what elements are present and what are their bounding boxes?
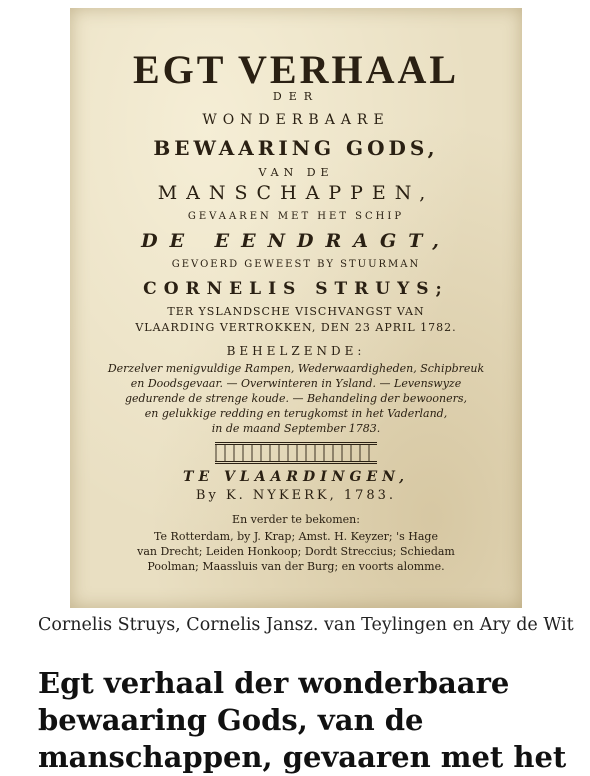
cover-te-vlaardingen: TE VLAARDINGEN, [183, 469, 409, 485]
cover-bewaaring: BEWAARING GODS, [153, 136, 439, 160]
cover-eendragt: DE EENDRAGT, [141, 230, 451, 252]
cover-para-line: Derzelver menigvuldige Rampen, Wederwaardigheden, Schipbreuk [107, 362, 485, 375]
ornament-divider [215, 442, 377, 464]
cover-para-line: en gelukkige redding en terugkomst in het Vaderland, [144, 407, 448, 420]
cover-gevaaren: GEVAAREN MET HET SCHIP [187, 211, 405, 222]
cover-ter: TER YSLANDSCHE VISCHVANGST VAN [167, 305, 425, 318]
cover-retail-line: Poolman; Maassluis van der Burg; en voorts alomme. [147, 560, 445, 573]
book-title[interactable]: Egt verhaal der wonderbaare bewaaring Gods, van de manschappen, gevaaren met het [38, 666, 567, 774]
cover-para-line: en Doodsgevaar. — Overwinteren in Ysland. — Levenswyze [130, 377, 462, 390]
cover-vlaarding: VLAARDING VERTROKKEN, DEN 23 APRIL 1782. [135, 321, 457, 334]
cover-cornelis: CORNELIS STRUYS; [143, 279, 449, 299]
cover-retail-line: van Drecht; Leiden Honkoop; Dordt Streccius; Schiedam [137, 545, 455, 558]
cover-manschappen: MANSCHAPPEN, [157, 182, 435, 204]
cover-title: EGT VERHAAL [132, 47, 460, 92]
cover-publisher: By K. NYKERK, 1783. [195, 488, 397, 503]
cover-retail-line: Te Rotterdam, by J. Krap; Amst. H. Keyzer; 's Hage [154, 530, 438, 543]
book-authors[interactable]: Cornelis Struys, Cornelis Jansz. van Teylingen en Ary de Wit [38, 615, 574, 635]
cover-van-de: VAN DE [258, 166, 334, 179]
cover-para-line: in de maand September 1783. [211, 422, 381, 435]
cover-der: DER [272, 90, 320, 103]
cover-behelzende: BEHELZENDE: [226, 344, 366, 358]
book-cover-image[interactable] [70, 8, 522, 608]
cover-wonderbaare: WONDERBAARE [202, 112, 390, 128]
cover-verder: En verder te bekomen: [232, 513, 360, 526]
cover-para-line: gedurende de strenge koude. — Behandeling der bewooners, [124, 392, 468, 405]
cover-gevoerd: GEVOERD GEWEEST BY STUURMAN [171, 259, 421, 270]
